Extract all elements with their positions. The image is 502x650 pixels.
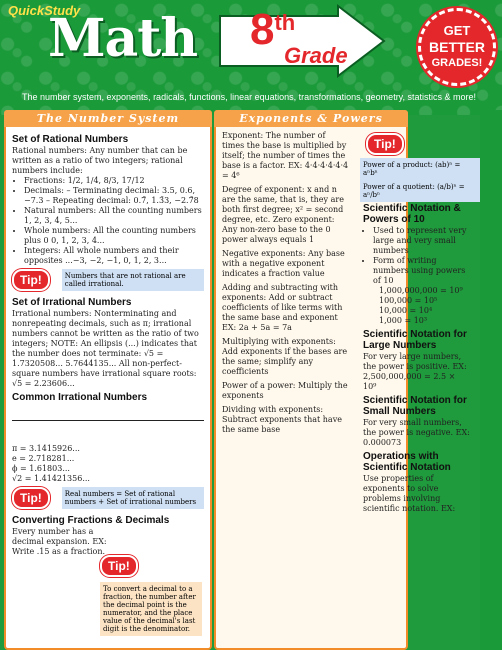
list-item: • Integers: All whole numbers and their opposites ...−3, −2, −1, 0, 1, 2, 3... (24, 246, 204, 266)
list-item: e = 2.718281... (12, 454, 75, 463)
heading-converting: Converting Fractions & Decimals (12, 515, 170, 526)
large-text: For very large numbers, the power is positive. EX: 2,500,000,000 = 2.5 × 10⁹ (363, 352, 467, 391)
list-item: 1,000,000,000 = 10⁹ (379, 286, 463, 295)
heading-operations: Operations with Scientific Notation (363, 451, 451, 473)
list-item: 1,000 = 10³ (379, 316, 428, 325)
tip-exponent-panel (360, 130, 480, 202)
degree-text: Degree of exponent: x and n are the same, that is, they are both first degree; x² = second degree, etc. Zero exponent: Any non-zero base to the 0 power always equals 1 (222, 185, 344, 244)
heading-irrational: Set of Irrational Numbers (12, 297, 132, 308)
list-item: • Whole numbers: All the counting numbers plus 0 0, 1, 2, 3, 4... (24, 226, 204, 246)
brand-logo: QuickStudy (8, 3, 81, 18)
grade-number: 8th (250, 5, 296, 54)
tip-power-quotient: Power of a quotient: (a/b)ⁿ = aⁿ/bⁿ (360, 180, 480, 202)
section-title-number-system: The Number System (4, 110, 212, 127)
heading-large: Scientific Notation for Large Numbers (363, 329, 467, 351)
left-column (4, 110, 212, 650)
divide-text: Dividing with exponents: Subtract exponents that have the same base (222, 405, 342, 434)
rational-list (6, 176, 210, 266)
list-item: • Used to represent very large and very small numbers (373, 226, 471, 256)
grade-word: Grade (284, 43, 348, 68)
list-item: • Fractions: 1/2, 1/4, 8/3, 17/12 (24, 176, 204, 186)
list-item: √2 = 1.41421356... (12, 474, 90, 483)
heading-common-irrational: Common Irrational Numbers (12, 392, 148, 403)
list-item: ϕ = 1.61803... (12, 464, 70, 473)
rational-intro: Rational numbers: Any number that can be written as a ratio of two integers; rational numbers include: (12, 146, 188, 175)
small-text: For very small numbers, the power is negative. EX: 0.000073 (363, 418, 470, 447)
tip-convert: To convert a decimal to a fraction, the number after the decimal point is the numerator, and the place value of the decimal's last digit is the denominator. (100, 582, 202, 636)
convert-text: Every number has a decimal expansion. EX: Write .15 as a fraction. (12, 527, 107, 556)
common-list (6, 444, 210, 484)
section-title-exponents: Exponents & Powers (214, 110, 408, 127)
list-item: π = 3.1415926... (12, 444, 80, 453)
get-better-grades-badge: GET BETTER GRADES! (418, 8, 496, 86)
tip-badge: Tip! (12, 487, 50, 509)
list-item: • Natural numbers: All the counting numbers 1, 2, 3, 4, 5... (24, 206, 204, 226)
tip-irrational: Numbers that are not rational are called irrational. (62, 269, 204, 291)
power-text: Power of a power: Multiply the exponents (222, 381, 348, 400)
negative-text: Negative exponents: Any base with a negative exponent indicates a fraction value (222, 249, 345, 278)
number-line (12, 420, 204, 442)
side-strip (480, 110, 502, 650)
powers-list (357, 286, 477, 326)
right-subcolumn (357, 200, 477, 650)
header-banner (0, 0, 502, 115)
list-item: • Form of writing numbers using powers of 10 (373, 256, 471, 286)
tip-badge: Tip! (100, 555, 138, 577)
page-title: Math (48, 8, 198, 69)
multiply-text: Multiplying with exponents: Add exponents if the bases are the same; simplify any coefficients (222, 337, 348, 376)
exponent-text: Exponent: The number of times the base is multiplied by itself; the number of times the base is a factor. EX: 4·4·4·4·4·4 = 4⁶ (222, 131, 349, 180)
list-item: 100,000 = 10⁵ (379, 296, 438, 305)
subtitle: The number system, exponents, radicals, functions, linear equations, transformations, geometry, statistics & more! (22, 92, 477, 102)
tip-real-numbers: Real numbers = Set of rational numbers + Set of irrational numbers (62, 487, 204, 509)
heading-scientific: Scientific Notation & Powers of 10 (363, 203, 461, 225)
list-item: 10,000 = 10⁴ (379, 306, 433, 315)
tip-badge: Tip! (366, 133, 404, 155)
heading-small: Scientific Notation for Small Numbers (363, 395, 467, 417)
operations-text: Use properties of exponents to solve problems involving scientific notation. EX: (363, 474, 456, 513)
list-item: • Decimals: – Terminating decimal: 3.5, 0.6, −7.3 – Repeating decimal: 0.7̄, 1.3̄3, −2.7̄8 (24, 186, 204, 206)
sci-list (357, 226, 477, 286)
heading-rational: Set of Rational Numbers (12, 134, 129, 145)
irrational-text: Irrational numbers: Nonterminating and nonrepeating decimals, such as π; irrational numbers cannot be written as the ratio of two integers; NOTE: An ellipsis (...) indicates that the number does not terminate: √5 = 1.7320508... 5.7644135... All non-perfect-square numbers have irrational square roots: √5 = 2.23606... (12, 309, 199, 388)
add-text: Adding and subtracting with exponents: Add or subtract coefficients of like terms with the same base and exponent EX: 2a + 5a = 7a (222, 283, 343, 332)
tip-badge: Tip! (12, 269, 50, 291)
tip-power-product: Power of a product: (ab)ⁿ = aⁿbⁿ (360, 158, 480, 180)
